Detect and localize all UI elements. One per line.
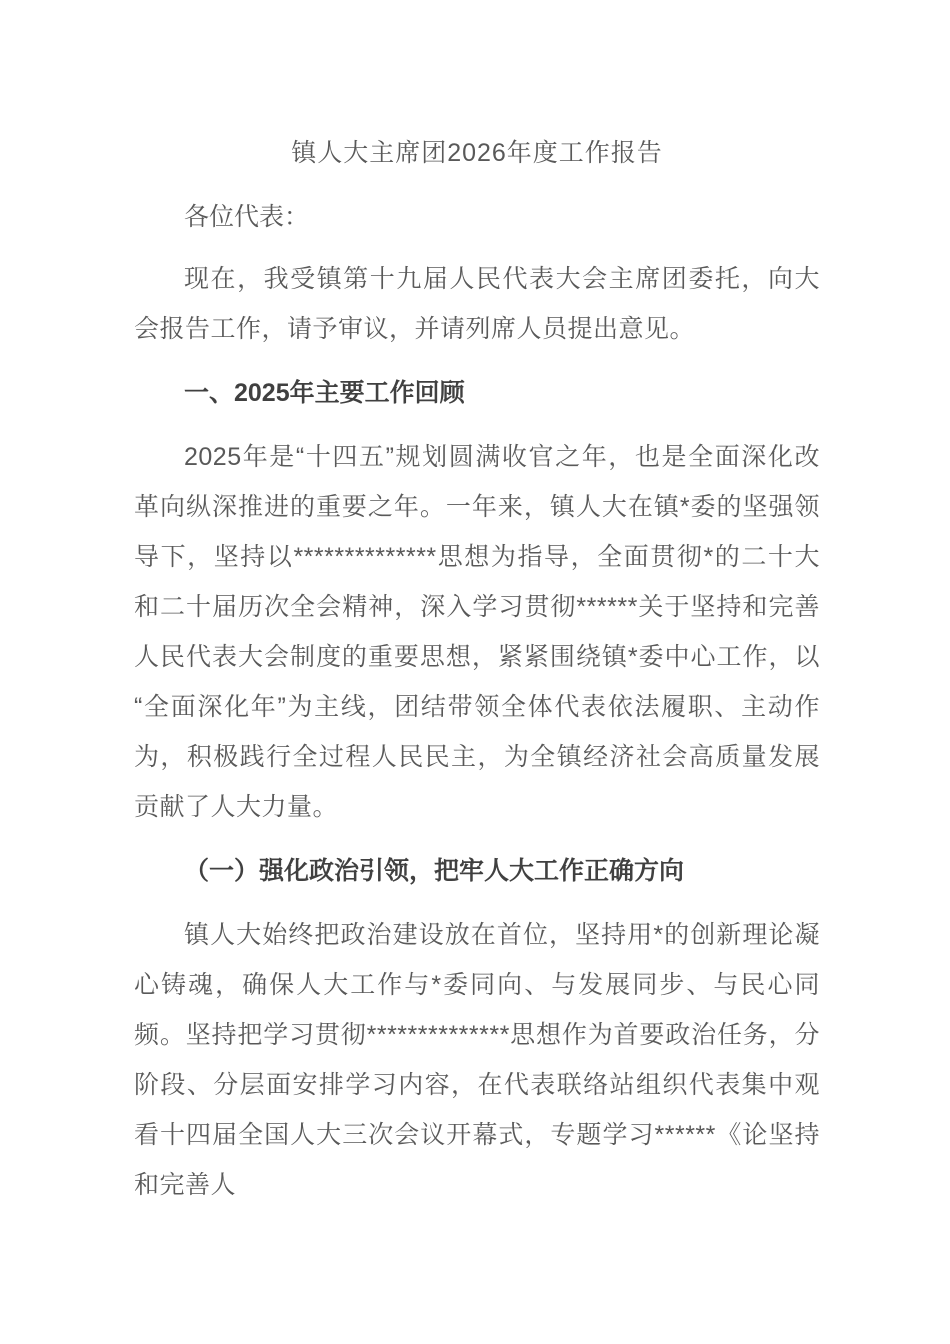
document-title: 镇人大主席团2026年度工作报告 — [291, 139, 663, 167]
subsection-heading-1-1: （一）强化政治引领，把牢人大工作正确方向 — [184, 857, 685, 885]
section-1-overview-paragraph: 2025年是“十四五”规划圆满收官之年，也是全面深化改革向纵深推进的重要之年。一年来，镇人大在镇*委的坚强领导下，坚持以**************思想为指导，全面贯彻*的二十大和二十届历次全会精神，深入学习贯彻******关于坚持和完善人民代表大会制度的重要思想，紧紧围绕镇*委中心工作，以“全面深化年”为主线，团结带领全体代表依法履职、主动作为，积极践行全过程人民民主，为全镇经济社会高质量发展贡献了人大力量。 — [134, 443, 820, 821]
section-heading-1: 一、2025年主要工作回顾 — [184, 379, 465, 407]
opening-paragraph: 现在，我受镇第十九届人民代表大会主席团委托，向大会报告工作，请予审议，并请列席人员提出意见。 — [134, 265, 820, 343]
salutation: 各位代表： — [184, 203, 310, 231]
subsection-1-1-paragraph: 镇人大始终把政治建设放在首位，坚持用*的创新理论凝心铸魂，确保人大工作与*委同向、与发展同步、与民心同频。坚持把学习贯彻**************思想作为首要政治任务，分阶段、分层面安排学习内容，在代表联络站组织代表集中观看十四届全国人大三次会议开幕式，专题学习******《论坚持和完善人 — [134, 921, 820, 1199]
